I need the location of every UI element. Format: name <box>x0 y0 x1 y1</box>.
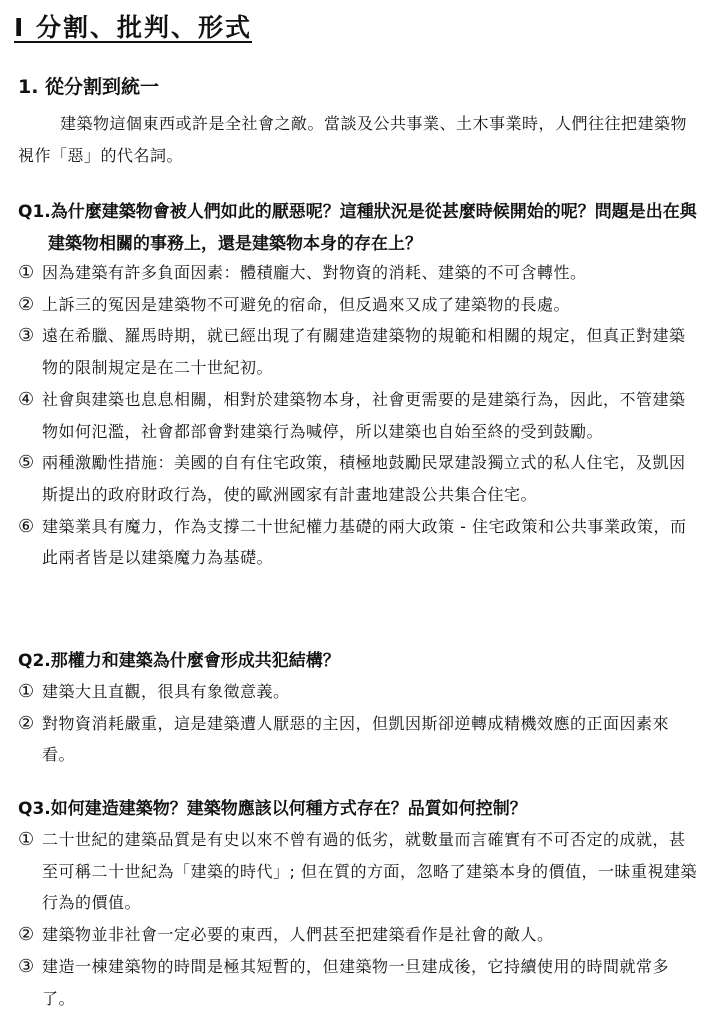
intro-paragraph: 建築物這個東西或許是全社會之敵。當談及公共事業、土木事業時，人們往往把建築物視作「惡」的代名詞。 <box>18 114 688 165</box>
answer-number: ① <box>18 829 35 850</box>
answer-text: 建築業具有魔力，作為支撐二十世紀權力基礎的兩大政策 - 住宅政策和公共事業政策，而此兩者皆是以建築魔力為基礎。 <box>42 516 687 568</box>
question-1: Q1.為什麼建築物會被人們如此的厭惡呢？這種狀況是從甚麼時候開始的呢？問題是出在與建築物相關的事務上，還是建築物本身的存在上？ <box>18 202 697 254</box>
answer-list-q3 <box>18 824 700 1014</box>
answer-text: 建築物並非社會一定必要的東西，人們甚至把建築看作是社會的敵人。 <box>42 925 554 945</box>
answer-text: 兩種激勵性措施：美國的自有住宅政策，積極地鼓勵民眾建設獨立式的私人住宅，及凱因斯提出的政府財政行為，使的歐洲國家有計畫地建設公共集合住宅。 <box>42 453 686 504</box>
answer-item <box>18 708 700 771</box>
section-title: 1. 從分割到統一 <box>18 76 160 98</box>
answer-item <box>18 384 700 447</box>
question-2: Q2.那權力和建築為什麼會形成共犯結構？ <box>18 651 340 671</box>
answer-text: 上訴三的冤因是建築物不可避免的宿命，但反過來又成了建築物的長處。 <box>42 294 571 314</box>
answer-number: ⑥ <box>18 515 35 537</box>
answer-number: ① <box>18 262 35 283</box>
answer-item <box>18 676 700 708</box>
answer-item <box>18 824 700 919</box>
answer-item <box>18 289 700 321</box>
answer-number: ⑤ <box>18 452 35 474</box>
answer-text: 二十世紀的建築品質是有史以來不曾有過的低劣，就數量而言確實有不可否定的成就，甚至可稱二十世紀為「建築的時代」; 但在質的方面，忽略了建築本身的價值，一昧重視建築行為的價值。 <box>42 830 697 913</box>
answer-item <box>18 447 700 510</box>
answer-text: 建造一棟建築物的時間是極其短暫的，但建築物一旦建成後，它持續使用的時間就常多了。 <box>42 956 670 1008</box>
question-3: Q3.如何建造建築物？建築物應該以何種方式存在？品質如何控制？ <box>18 799 527 819</box>
answer-number: ④ <box>18 388 35 410</box>
answer-item <box>18 951 700 1014</box>
answer-number: ② <box>18 924 35 946</box>
answer-list-q2 <box>18 676 700 771</box>
answer-item <box>18 257 700 289</box>
answer-number: ① <box>18 681 35 702</box>
answer-item <box>18 320 700 383</box>
answer-item <box>18 919 700 951</box>
answer-number: ③ <box>18 325 35 347</box>
answer-list-q1 <box>18 257 700 574</box>
page-title: I 分割、批判、形式 <box>14 13 253 42</box>
answer-number: ② <box>18 712 35 734</box>
answer-number: ② <box>18 293 35 315</box>
answer-text: 遠在希臘、羅馬時期，就已經出現了有關建造建築物的規範和相關的規定，但真正對建築物的限制規定是在二十世紀初。 <box>42 326 686 378</box>
answer-text: 建築大且直觀，很具有象徵意義。 <box>42 682 290 701</box>
answer-text: 對物資消耗嚴重，這是建築遭人厭惡的主因，但凱因斯卻逆轉成精機效應的正面因素來看。 <box>42 713 670 765</box>
answer-text: 社會與建築也息息相關，相對於建築物本身，社會更需要的是建築行為，因此，不管建築物如何氾濫，社會都部會對建築行為喊停，所以建築也自始至終的受到鼓勵。 <box>42 389 686 441</box>
answer-text: 因為建築有許多負面因素：體積龐大、對物資的消耗、建築的不可含轉性。 <box>42 263 587 282</box>
answer-number: ③ <box>18 955 35 977</box>
answer-item <box>18 511 700 574</box>
